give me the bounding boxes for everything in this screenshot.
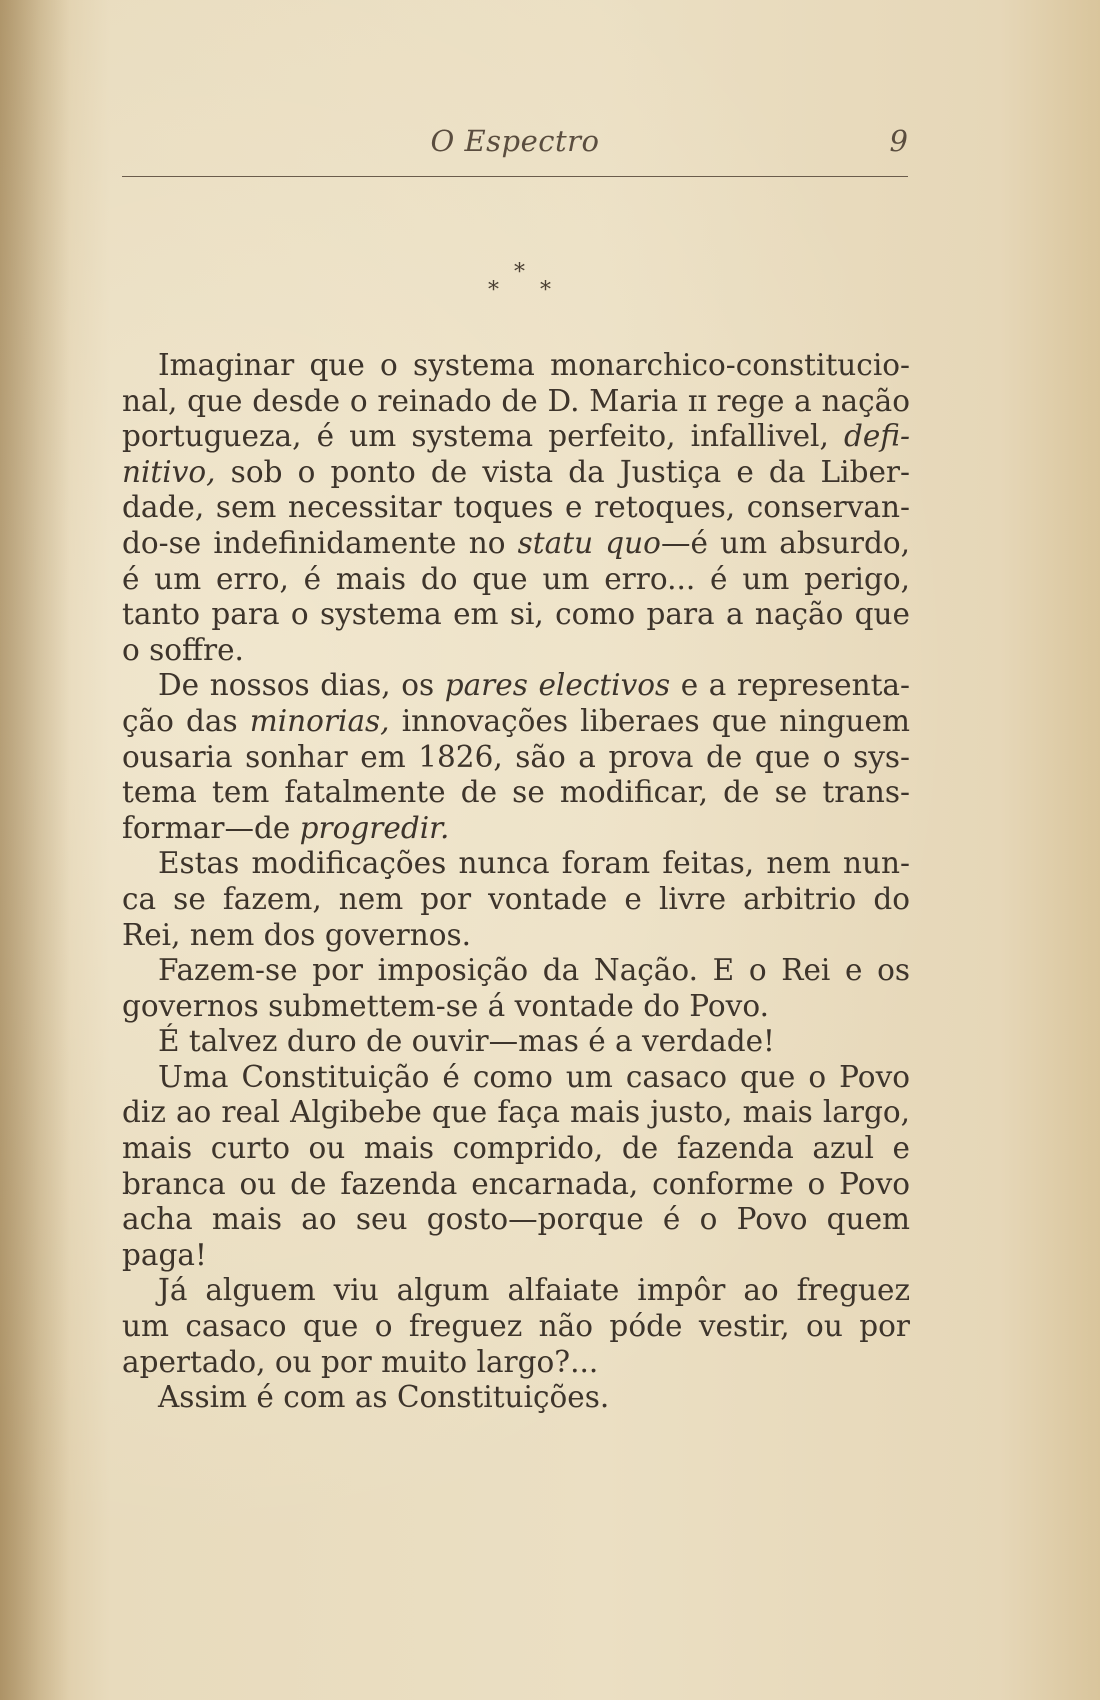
text-run: innovações liberaes que ninguem [389, 703, 910, 738]
asterism-star-top: * [514, 260, 525, 285]
text-run: branca ou de fazenda encarnada, conforme o Povo [122, 1166, 910, 1201]
text-line [122, 918, 910, 954]
text-run: acha mais ao seu gosto—porque é o Povo quem [122, 1202, 910, 1237]
text-line [122, 1273, 910, 1309]
text-run: sob o ponto de vista da Justiça e da Liber- [215, 454, 910, 489]
paragraph [122, 1024, 910, 1060]
text-run: mais curto ou mais comprido, de fazenda azul e [122, 1131, 910, 1166]
text-run: e a representa- [670, 668, 910, 703]
text-run: De nossos dias, os [158, 668, 445, 703]
text-run: paga! [122, 1237, 207, 1272]
text-line [122, 1024, 910, 1060]
text-run: o soffre. [122, 632, 244, 667]
text-run: nal, que desde o reinado de D. Maria ɪɪ rege a nação [122, 383, 910, 418]
paragraph [122, 348, 910, 668]
text-run: é um erro, é mais do que um erro... é um perigo, [122, 561, 910, 596]
paragraph [122, 668, 910, 846]
text-run: Uma Constituição é como um casaco que o Povo [158, 1059, 910, 1094]
text-line [122, 1131, 910, 1167]
body-text [122, 348, 910, 1416]
page-header [122, 118, 908, 158]
page-number: 9 [889, 124, 908, 158]
text-run: tema tem fatalmente de se modificar, de se trans- [122, 775, 910, 810]
text-line [122, 526, 910, 562]
text-line [122, 490, 910, 526]
text-run: Rei, nem dos governos. [122, 917, 471, 952]
text-run: ção das [122, 703, 250, 738]
text-line [122, 846, 910, 882]
header-rule [122, 176, 908, 177]
text-line [122, 775, 910, 811]
text-run: do-se indefinidamente no [122, 525, 518, 560]
text-run: Estas modificações nunca foram feitas, nem nun- [158, 846, 910, 881]
italic-text: minorias, [249, 703, 390, 738]
text-line [122, 1380, 910, 1416]
text-line [122, 419, 910, 455]
text-line [122, 882, 910, 918]
text-run: formar—de [122, 810, 300, 845]
paragraph [122, 1060, 910, 1274]
text-run: dade, sem necessitar toques e retoques, conservan- [122, 490, 910, 525]
text-run: —é um absurdo, [660, 525, 910, 560]
text-line [122, 704, 910, 740]
text-line [122, 989, 910, 1025]
text-line [122, 1309, 910, 1345]
italic-text: progredir. [299, 810, 450, 845]
asterism-star-right: * [540, 278, 551, 303]
text-line [122, 1238, 910, 1274]
text-run: Fazem-se por imposição da Nação. E o Rei e os [158, 953, 910, 988]
paragraph [122, 1273, 910, 1380]
italic-text: defi- [844, 419, 910, 454]
text-run: Assim é com as Constituições. [158, 1380, 610, 1415]
text-run: diz ao real Algibebe que faça mais justo, mais largo, [122, 1095, 910, 1130]
text-line [122, 1167, 910, 1203]
text-line [122, 633, 910, 669]
italic-text: nitivo, [122, 454, 216, 489]
text-run: portugueza, é um systema perfeito, infallivel, [122, 419, 844, 454]
asterism-star-left: * [488, 278, 499, 303]
asterism-ornament [480, 260, 560, 310]
spine-shadow [0, 0, 70, 1700]
text-run: ousaria sonhar em 1826, são a prova de que o sys- [122, 739, 910, 774]
text-line [122, 455, 910, 491]
text-run: Imaginar que o systema monarchico-constitucio- [158, 348, 910, 382]
text-run: um casaco que o freguez não póde vestir, ou por [122, 1309, 910, 1344]
italic-text: statu quo [517, 525, 661, 560]
running-title: O Espectro [430, 124, 600, 158]
paragraph [122, 1380, 910, 1416]
text-line [122, 562, 910, 598]
text-line [122, 1345, 910, 1381]
text-line [122, 668, 910, 704]
text-run: É talvez duro de ouvir—mas é a verdade! [158, 1024, 775, 1059]
text-run: apertado, ou por muito largo?... [122, 1344, 599, 1379]
italic-text: pares electivos [444, 668, 671, 703]
text-run: governos submettem-se á vontade do Povo. [122, 988, 769, 1023]
text-line [122, 740, 910, 776]
text-line [122, 597, 910, 633]
text-line [122, 953, 910, 989]
text-run: ca se fazem, nem por vontade e livre arbitrio do [122, 881, 910, 916]
text-line [122, 348, 910, 384]
text-run: tanto para o systema em si, como para a nação que [122, 597, 910, 632]
text-line [122, 1095, 910, 1131]
paragraph [122, 953, 910, 1024]
paragraph [122, 846, 910, 953]
text-line [122, 384, 910, 420]
text-line [122, 811, 910, 847]
text-line [122, 1060, 910, 1096]
text-run: Já alguem viu algum alfaiate impôr ao freguez [158, 1273, 910, 1308]
text-line [122, 1202, 910, 1238]
